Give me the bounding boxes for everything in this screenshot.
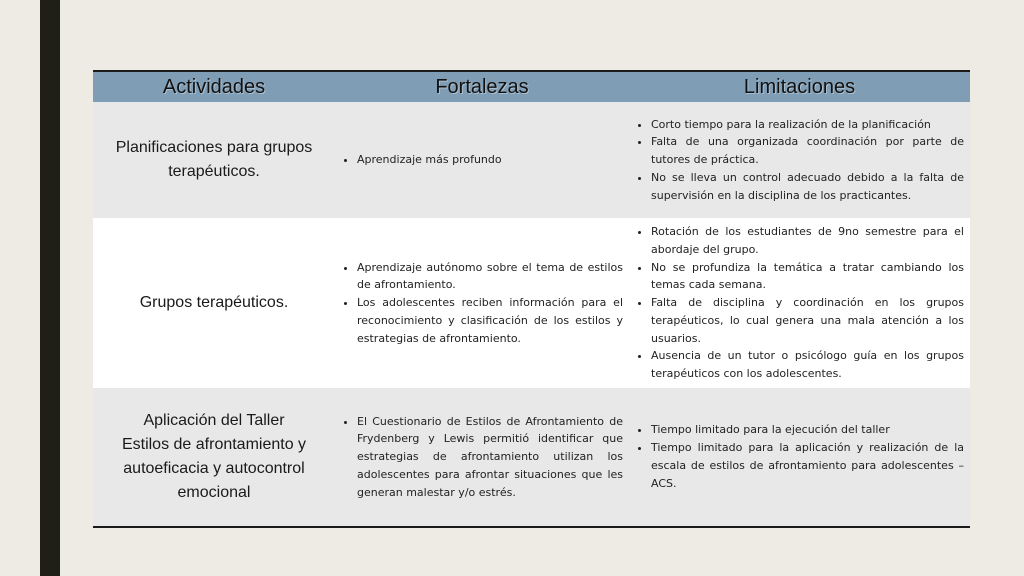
limitations-cell <box>629 388 970 527</box>
list-item: • Ausencia de un tutor o psicólogo guía en los grupos terapéuticos con los adolescentes. <box>651 347 964 383</box>
activity-text: Planificaciones para grupos terapéuticos. <box>115 139 313 180</box>
table-row <box>93 102 970 218</box>
strengths-cell <box>335 218 629 388</box>
list-item: • Corto tiempo para la realización de la planificación <box>651 116 964 134</box>
limitations-list <box>635 116 964 205</box>
strengths-cell <box>335 388 629 527</box>
activity-cell <box>93 388 335 527</box>
activity-subtitle: Estilos de afrontamiento y autoeficacia y autocontrol emocional <box>121 436 307 501</box>
list-item: • Tiempo limitado para la aplicación y realización de la escala de estilos de afrontamiento para adolescentes – ACS. <box>651 439 964 492</box>
list-item: • Los adolescentes reciben información para el reconocimiento y clasificación de los estilos y estrategias de afrontamiento. <box>357 294 623 347</box>
list-item: • Falta de disciplina y coordinación en los grupos terapéuticos, lo cual genera una mala atención a los usuarios. <box>651 294 964 347</box>
limitations-cell <box>629 218 970 388</box>
list-item: • Falta de una organizada coordinación por parte de tutores de práctica. <box>651 133 964 169</box>
table-header-row <box>93 71 970 102</box>
header-strengths: Fortalezas <box>335 71 629 102</box>
strengths-cell <box>335 102 629 218</box>
header-activities: Actividades <box>93 71 335 102</box>
list-item: • Rotación de los estudiantes de 9no semestre para el abordaje del grupo. <box>651 223 964 259</box>
list-item: • Aprendizaje autónomo sobre el tema de estilos de afrontamiento. <box>357 259 623 295</box>
table-row <box>93 218 970 388</box>
activity-text: Grupos terapéuticos. <box>139 294 289 311</box>
limitations-list <box>635 421 964 492</box>
activity-cell <box>93 102 335 218</box>
strengths-list <box>341 259 623 348</box>
list-item: • Tiempo limitado para la ejecución del taller <box>651 421 964 439</box>
activity-cell <box>93 218 335 388</box>
list-item: • Aprendizaje más profundo <box>357 151 623 169</box>
list-item: • No se lleva un control adecuado debido a la falta de supervisión en la disciplina de los practicantes. <box>651 169 964 205</box>
activities-table <box>93 70 970 528</box>
strengths-list <box>341 151 623 169</box>
limitations-cell <box>629 102 970 218</box>
strengths-list <box>341 413 623 502</box>
table-row <box>93 388 970 527</box>
header-limitations: Limitaciones <box>629 71 970 102</box>
list-item: • El Cuestionario de Estilos de Afrontamiento de Frydenberg y Lewis permitió identificar que estrategias de afrontamiento utilizan los adolescentes para afrontar situaciones que les generan malestar y/o estrés. <box>357 413 623 502</box>
list-item: • No se profundiza la temática a tratar cambiando los temas cada semana. <box>651 259 964 295</box>
left-accent-bar <box>40 0 60 576</box>
activity-title: Aplicación del Taller <box>143 412 285 429</box>
limitations-list <box>635 223 964 383</box>
